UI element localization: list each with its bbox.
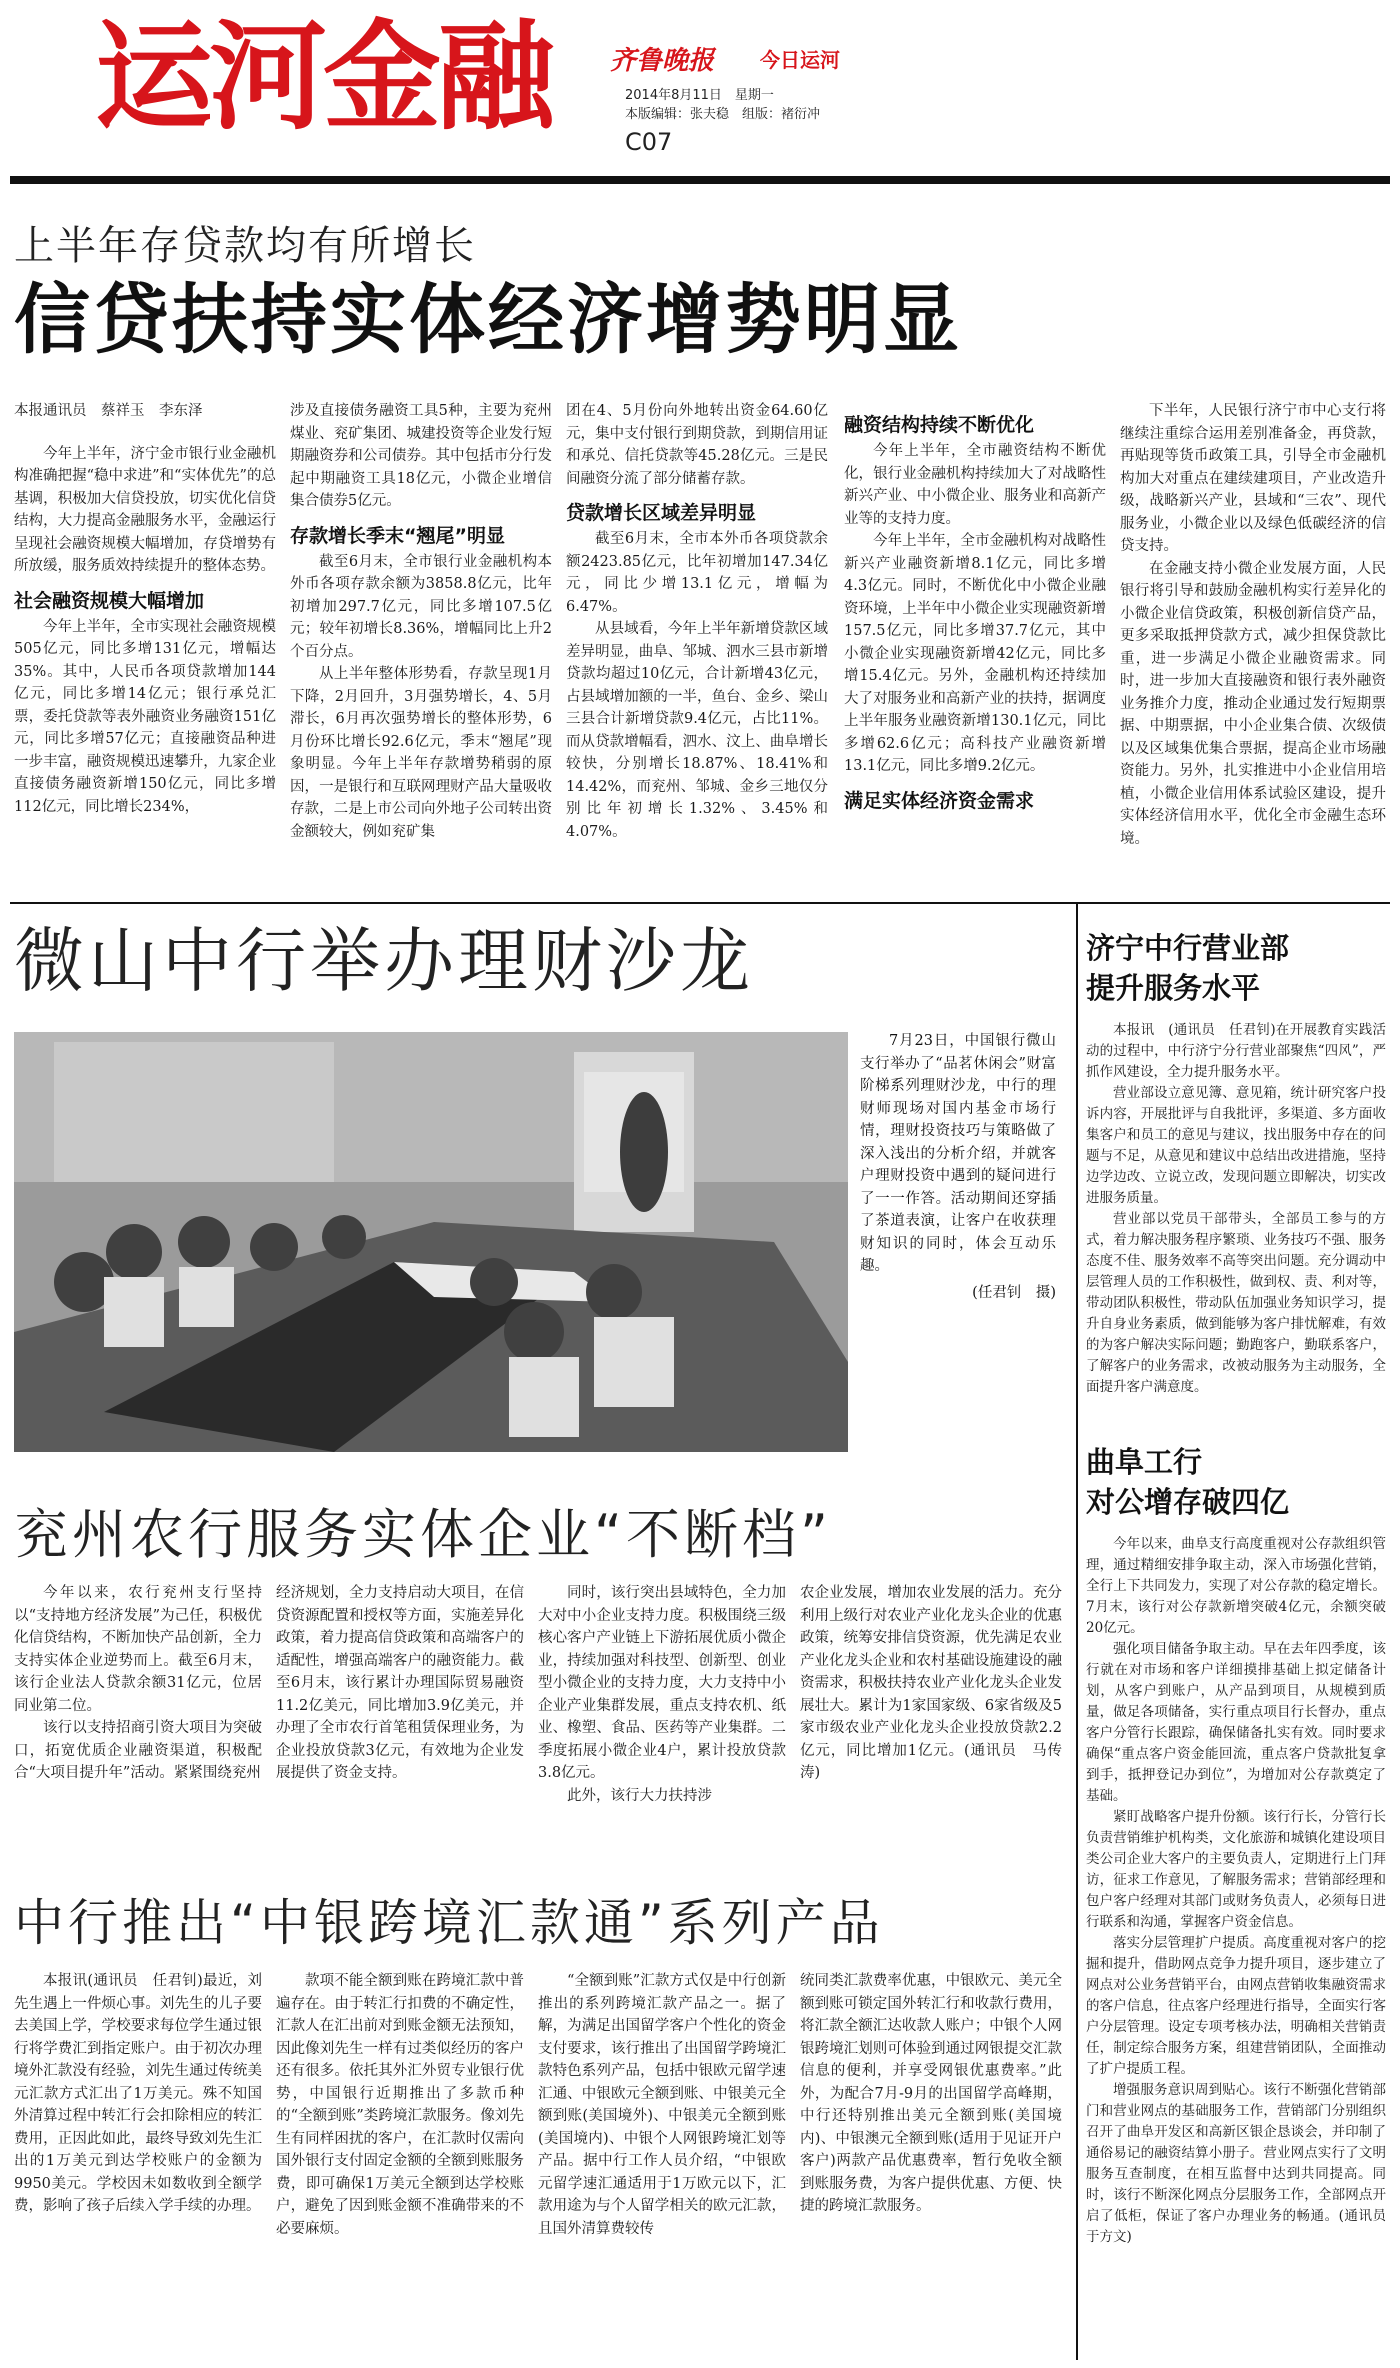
article1-byline: 本报通讯员 蔡祥玉 李东泽	[14, 403, 203, 419]
subheading: 贷款增长区域差异明显	[566, 502, 757, 524]
subheading: 存款增长季末“翘尾”明显	[290, 524, 505, 547]
side1-headline-line2: 提升服务水平	[1086, 971, 1261, 1005]
article3-column-3	[538, 1582, 786, 1872]
paragraph: 今年以来，曲阜支行高度重视对公存款组织管理，通过精细安排争取主动，深入市场强化营销，全行上下共同发力，实现了对公存款的稳定增长。7月末，该行对公存款新增突破4亿元，余额突破20亿元。	[1086, 1536, 1386, 1636]
article4-column-1	[14, 1970, 262, 2360]
paragraph: 此外，该行大力扶持涉	[567, 1787, 712, 1804]
article1-column-3	[566, 400, 828, 900]
paragraph: 今年以来，农行兖州支行坚持以“支持地方经济发展”为己任，积极优化信贷结构，不断加快产品创新，全力支持实体企业逆势而上。截至6月末，该行企业法人贷款余额31亿元，位居同业第二位。	[14, 1585, 262, 1714]
subheading: 融资结构持续不断优化	[844, 414, 1035, 436]
side2-headline-line1: 曲阜工行	[1086, 1445, 1203, 1479]
paragraph: 涉及直接债务融资工具5种，主要为兖州煤业、兖矿集团、城建投资等企业发行短期融资券和公司债券。其中包括市分行发起中期融资工具18亿元，小微企业增信集合债券5亿元。	[290, 403, 552, 509]
paragraph: 农企业发展，增加农业发展的活力。充分利用上级行对农业产业化龙头企业的优惠政策，统筹安排信贷资源，优先满足农业产业化龙头企业和农村基础设施建设的融资需求，积极扶持农业产业化龙头企业发展壮大。累计为1家国家级、6家省级及5家市级农业产业化龙头企业投放贷款2.2亿元，同比增加1亿元。(通讯员 马传涛)	[800, 1585, 1062, 1781]
subheading: 满足实体经济资金需求	[844, 789, 1035, 812]
editors-line: 本版编辑：张夫稳 组版：褚衍冲	[625, 107, 821, 122]
paragraph: 经济规划，全力支持启动大项目，在信贷资源配置和授权等方面，实施差异化政策，着力提高信贷政策和高端客户的适配性，增强高端客户的融资能力。截至6月末，该行累计办理国际贸易融资11.2亿美元，同比增加3.9亿美元，并办理了全市农行首笔租赁保理业务，为企业投放贷款3亿元，有效地为企业发展提供了资金支持。	[276, 1585, 524, 1781]
article3-headline: 兖州农行服务实体企业“不断档”	[14, 1503, 832, 1566]
paragraph: “全额到账”汇款方式仅是中行创新推出的系列跨境汇款产品之一。据了解，为满足出国留学客户个性化的资金支付要求，该行推出了出国留学跨境汇款特色系列产品，包括中银欧元留学速汇通、中银欧元全额到账、中银美元全额到账(美国境外)、中银美元全额到账(美国境内)、中银个人网银跨境汇划等产品。据中行工作人员介绍，“中银欧元留学速汇通适用于1万欧元以下，汇款用途为与个人留学相关的欧元汇款，且国外清算费较传	[538, 1973, 786, 2237]
article1-column-5	[1120, 400, 1386, 900]
paragraph: 今年上半年，全市实现社会融资规模505亿元，同比多增131亿元，增幅达35%。其中，人民币各项贷款增加144亿元，同比多增14亿元；银行承兑汇票，委托贷款等表外融资业务融资151亿元，同比多增57亿元；直接融资品种进一步丰富，融资规模迅速攀升，九家企业直接债务融资新增150亿元，同比多增112亿元，同比增长234%，	[14, 618, 276, 815]
article4-column-3	[538, 1970, 786, 2360]
paragraph: 从上半年整体形势看，存款呈现1月下降，2月回升，3月强势增长，4、5月滞长，6月再次强势增长的整体形势，6月份环比增长92.6亿元，季末“翘尾”现象明显。今年上半年存款增势稍弱的原因，一是银行和互联网理财产品大量吸收存款，二是上市公司向外地子公司转出资金额较大，例如兖矿集	[290, 666, 552, 840]
article1-kicker: 上半年存贷款均有所增长	[14, 223, 476, 269]
photo-credit: (任君钊 摄)	[972, 1284, 1056, 1301]
article1-column-2	[290, 400, 552, 900]
article4-column-2	[276, 1970, 524, 2360]
masthead-rule	[10, 176, 1390, 184]
paragraph: 落实分层管理扩户提质。高度重视对客户的挖掘和提升，借助网点竞争力提升项目，逐步建立了网点对公业务营销平台，由网点营销收集融资需求的客户信息，往点客户经理进行指导，全面实行客户分层管理。设定专项考核办法，明确相关营销责任，制定综合服务方案，组建营销团队，全面推动了扩户提质工程。	[1086, 1935, 1386, 2077]
subheading: 社会融资规模大幅增加	[14, 589, 205, 612]
article3-column-1	[14, 1582, 262, 1872]
photo-caption	[860, 1030, 1056, 1304]
section-name: 今日运河	[760, 48, 840, 72]
side2-body	[1086, 1534, 1400, 2360]
side2-headline-line2: 对公增存破四亿	[1086, 1485, 1290, 1519]
page-number: C07	[625, 128, 673, 156]
paragraph: 今年上半年，全市金融机构对战略性新兴产业融资新增8.1亿元，同比多增4.3亿元。同时，不断优化中小微企业融资环境，上半年中小微企业实现融资新增157.5亿元，同比多增37.7亿元，其中小微企业实现融资新增42亿元，同比多增15.4亿元。另外，金融机构还持续加大了对服务业和高新产业的扶持，据调度上半年服务业融资新增130.1亿元，同比多增62.6亿元；高科技产业融资新增13.1亿元，同比多增9.2亿元。	[844, 533, 1106, 774]
paragraph: 强化项目储备争取主动。早在去年四季度，该行就在对市场和客户详细摸排基础上拟定储备计划，从客户到账户，从产品到项目，从规模到质量，做足各项储备，实行重点项目行长督办，重点客户分管行长跟踪，确保储备扎实有效。同时要求确保“重点客户资金能回流，重点客户贷款批复拿到手，抵押登记办到位”，为增加对公存款奠定了基础。	[1086, 1641, 1386, 1804]
paragraph: 紧盯战略客户提升份额。该行行长，分管行长负责营销维护机构类，文化旅游和城镇化建设项目类公司企业大客户的主要负责人，定期进行上门拜访，征求工作意见，了解服务需求；营销部经理和包户客户经理对其部门或财务负责人，必须每日进行联系和沟通，掌握客户资金信息。	[1086, 1809, 1386, 1930]
caption-text: 7月23日，中国银行微山支行举办了“品茗休闲会”财富阶梯系列理财沙龙，中行的理财师现场对国内基金市场行情，理财投资技巧与策略做了深入浅出的分析介绍，并就客户理财投资中遇到的疑问进行了一一作答。活动期间还穿插了茶道表演，让客户在收获理财知识的同时，体会互动乐趣。	[860, 1033, 1056, 1274]
sidebar-divider	[1076, 904, 1078, 2360]
paragraph: 款项不能全额到账在跨境汇款中普遍存在。由于转汇行扣费的不确定性，汇款人在汇出前对到账金额无法预知，因此像刘先生一样有过类似经历的客户还有很多。依托其外汇外贸专业银行优势，中国银行近期推出了多款币种的“全额到账”类跨境汇款服务。像刘先生有同样困扰的客户，在汇款时仅需向国外银行支付固定金额的全额到账服务费，即可确保1万美元全额到达学校账户，避免了因到账金额不准确带来的不必要麻烦。	[276, 1973, 524, 2237]
side2-headline	[1086, 1442, 1386, 1522]
paragraph: 下半年，人民银行济宁市中心支行将继续注重综合运用差别准备金，再贷款，再贴现等货币政策工具，引导全市金融机构加大对重点在建续建项目，产业改造升级，战略新兴产业，县域和“三农”、现代服务业，小微企业以及绿色低碳经济的信贷支持。	[1120, 403, 1386, 554]
paragraph: 统同类汇款费率优惠，中银欧元、美元全额到账可锁定国外转汇行和收款行费用，将汇款全额汇达收款人账户；中银个人网银跨境汇划则可体验到通过网银提交汇款信息的便利，并享受网银优惠费率。”此外，为配合7月-9月的出国留学高峰期，中行还特别推出美元全额到账(美国境内)、中银澳元全额到账(适用于见证开户客户)两款产品优惠费率，暂行免收全额到账服务费，为客户提供优惠、方便、快捷的跨境汇款服务。	[800, 1973, 1062, 2214]
paragraph: 今年上半年，全市融资结构不断优化，银行业金融机构持续加大了对战略性新兴产业、中小微企业、服务业和高新产业等的支持力度。	[844, 443, 1106, 527]
article1-column-4	[844, 410, 1106, 900]
paragraph: 该行以支持招商引资大项目为突破口，拓宽优质企业融资渠道，积极配合“大项目提升年”活动。紧紧围绕兖州	[14, 1720, 262, 1781]
paragraph: 本报讯 (通讯员 任君钊)在开展教育实践活动的过程中，中行济宁分行营业部聚焦“四风”，严抓作风建设，全力提升服务水平。	[1086, 1022, 1386, 1080]
side1-headline-line1: 济宁中行营业部	[1086, 931, 1290, 965]
article2-headline: 微山中行举办理财沙龙	[14, 920, 754, 1002]
newspaper-name: 齐鲁晚报	[610, 46, 715, 76]
paragraph: 截至6月末，全市本外币各项贷款余额2423.85亿元，比年初增加147.34亿元，同比少增13.1亿元，增幅为6.47%。	[566, 531, 828, 615]
paragraph: 本报讯(通讯员 任君钊)最近，刘先生遇上一件烦心事。刘先生的儿子要去美国上学，学校要求每位学生通过银行将学费汇到指定账户。由于初次办理境外汇款没有经验，刘先生通过传统美元汇款方式汇出了1万美元。殊不知国外清算过程中转汇行会扣除相应的转汇费用，正因此如此，最终导致刘先生汇出的1万美元到达学校账户的金额为9950美元。学校因未如数收到全额学费，影响了孩子后续入学手续的办理。	[14, 1973, 262, 2214]
salon-photo	[14, 1032, 848, 1452]
article1-column-1	[14, 400, 276, 900]
paragraph: 今年上半年，济宁金市银行业金融机构准确把握“稳中求进”和“实体优先”的总基调，积极加大信贷投放，切实优化信贷结构，大力提高金融服务水平，金融运行呈现社会融资规模大幅增加，存贷增势有所放缓，服务质效持续提升的整体态势。	[14, 445, 276, 574]
paragraph: 增强服务意识周到贴心。该行不断强化营销部门和营业网点的基础服务工作，营销部门分别组织召开了曲阜开发区和高新区银企恳谈会，并印制了通俗易记的融资结算小册子。营业网点实行了文明服务互查制度，在相互监督中达到共同提高。同时，该行不断深化网点分层服务工作，全部网点开启了低柜，保证了客户办理业务的畅通。(通讯员 于方文)	[1086, 2082, 1400, 2245]
paragraph: 营业部设立意见簿、意见箱，统计研究客户投诉内容，开展批评与自我批评，多渠道、多方面收集客户和员工的意见与建议，找出服务中存在的问题与不足，从意见和建议中总结出改进措施，坚持边学边改、立说立改，发现问题立即解决，切实改进服务质量。	[1086, 1085, 1386, 1206]
article4-headline: 中行推出“中银跨境汇款通”系列产品	[14, 1894, 884, 1952]
salon-photo-illustration	[14, 1032, 848, 1452]
date-line: 2014年8月11日 星期一	[625, 88, 774, 103]
paragraph: 从县域看，今年上半年新增贷款区域差异明显，曲阜、邹城、泗水三县市新增贷款均超过10亿元，合计新增43亿元，占县域增加额的一半，鱼台、金乡、梁山三县合计新增贷款9.4亿元，占比11%。而从贷款增幅看，泗水、汶上、曲阜增长较快，分别增长18.87%、18.41%和14.42%，而兖州、邹城、金乡三地仅分别比年初增长1.32%、3.45%和4.07%。	[566, 621, 828, 840]
article1-headline: 信贷扶持实体经济增势明显	[14, 275, 962, 364]
article3-column-4	[800, 1582, 1062, 1872]
paragraph: 截至6月末，全市银行业金融机构本外币各项存款余额为3858.8亿元，比年初增加297.7亿元，同比多增107.5亿元；较年初增长8.36%，增幅同比上升2个百分点。	[290, 553, 552, 660]
paragraph: 在金融支持小微企业发展方面，人民银行将引导和鼓励金融机构实行差异化的小微企业信贷政策，积极创新信贷产品，更多采取抵押贷款方式，减少担保贷款比重，进一步满足小微企业融资需求。同时，进一步加大直接融资和银行表外融资业务推介力度，推动企业通过发行短期票据、中期票据，中小企业集合债、次级债以及区域集优集合票据，提高企业市场融资能力。另外，扎实推进中小企业信用培植，小微企业信用体系试验区建设，提升实体经济信用水平，优化全市金融生态环境。	[1120, 560, 1386, 847]
article3-column-2	[276, 1582, 524, 1872]
section-divider	[10, 902, 1076, 904]
masthead-title: 运河金融	[95, 8, 552, 146]
paragraph: 团在4、5月份向外地转出资金64.60亿元，集中支付银行到期贷款，到期信用证和承兑、信托贷款等45.28亿元。三是民间融资分流了部分储蓄存款。	[566, 403, 828, 487]
paragraph: 同时，该行突出县域特色，全力加大对中小企业支持力度。积极围绕三级核心客户产业链上下游拓展优质小微企业，持续加强对科技型、创新型、创业型小微企业的支持力度，大力支持中小企业产业集群发展，重点支持农机、纸业、橡塑、食品、医药等产业集群。二季度拓展小微企业4户，累计投放贷款3.8亿元。	[538, 1585, 786, 1781]
side1-body	[1086, 1020, 1386, 1424]
section-divider	[1076, 902, 1390, 904]
paragraph: 营业部以党员干部带头，全部员工参与的方式，着力解决服务程序繁琐、业务技巧不强、服务态度不佳、服务效率不高等突出问题。充分调动中层管理人员的工作积极性，做到权、责、利对等，带动团队积极性，带动队伍加强业务知识学习，提升自身业务素质，做到能够为客户排忧解难，有效的为客户解决实际问题；勤跑客户，勤联系客户，了解客户的业务需求，改被动服务为主动服务，全面提升客户满意度。	[1086, 1211, 1386, 1395]
masthead-meta	[625, 86, 820, 124]
article4-column-4	[800, 1970, 1062, 2360]
side1-headline	[1086, 928, 1386, 1008]
